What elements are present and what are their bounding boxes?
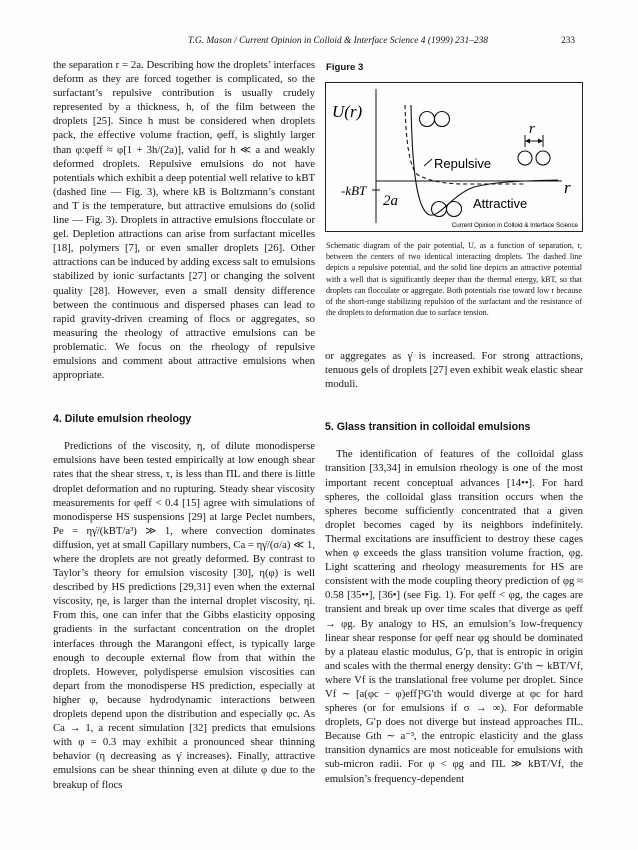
running-header — [0, 36, 638, 50]
right-column — [325, 349, 583, 786]
body-paragraph: Predictions of the viscosity, η, of dilute monodisperse emulsions have been tested empirically at low enough shear rates that the shear stress, τ, is less than ΠL and there is little droplet deformation and no rupturing. Steady shear viscosity measurements for φeff < 0.4 [15] agree with simulations of monodisperse HS suspensions [29] at large Peclet numbers, Pe = ηγ̇/(kBT/a³) ≫ 1, where convection dominates diffusion, yet at small Capillary numbers, Ca = ηγ̇/(σ/a) ≪ 1, where the droplets are not greatly deformed. By contrast to Taylor’s theory for emulsion viscosity [30], η(φ) is well described by HS predictions [29,31] even when the external viscosity, ηe, is larger than the internal droplet viscosity, ηi. From this, one can infer that the Gibbs elasticity opposing gradients in the surfactant concentration on the droplet interfaces through the Marangoni effect, is typically large enough to decouple external flow from that within the droplets. However, polydisperse emulsion viscosities can depart from the monodisperse HS prediction, especially at higher φ, because hydrodynamic interactions between droplets depend upon the distribution and especially φc. As Ca → 1, a recent simulation [32] predicts that emulsions with φ = 0.3 may exhibit a pronounced shear thinning behavior (η decreasing as γ̇ increases). Finally, attractive emulsions can be shear thinning even at dilute φ due to the breakup of flocs — [53, 440, 315, 791]
figure-3-diagram — [325, 82, 583, 232]
repulsive-potential-dashed — [405, 105, 526, 184]
minus-kbt-label: -kBT — [341, 183, 367, 198]
page-number: 233 — [561, 36, 576, 46]
droplet — [518, 151, 532, 165]
two-a-label: 2a — [383, 193, 398, 209]
left-column — [53, 58, 315, 792]
running-title: T.G. Mason / Current Opinion in Colloid & Interface Science 4 (1999) 231–238 — [188, 36, 488, 46]
pair-potential-plot — [326, 83, 582, 231]
droplet — [447, 202, 462, 217]
body-paragraph: the separation r = 2a. Describing how the droplets’ interfaces deform as they are forced together is complicated, so the surfactant’s repulsive contribution is usually crudely represented by a thickness, h, of the film between the droplets [25]. Since h must be considered when droplets pack, the effective volume fraction, φeff, is slightly larger than φ:φeff ≈ φ[1 + 3h/(2a)], valid for h ≪ a and weakly deformed droplets. Repulsive emulsions do not have potentials which exhibit a deep potential well relative to kBT (dashed line — Fig. 3), where kB is Boltzmann’s constant and T is the temperature, but attractive emulsions do (solid line — Fig. 3). Droplets in attractive emulsions flocculate or gel. Depletion attractions can arise from surfactant micelles [18], polymers [7], or even smaller droplets [26]. Other attractions can be induced by adding excess salt to emulsions stabilized by ionic surfactants [27] or changing the solvent quality [28]. However, even a small density difference between the continuous and dispersed phases can lead to rapid gravity-driven creaming of flocs or aggregates, so measuring the rheology of attractive emulsions can be problematic. We focus on the rheology of repulsive emulsions and comment about attractive emulsions when appropriate. — [53, 59, 315, 382]
section-heading-dilute-emulsion: 4. Dilute emulsion rheology — [53, 413, 192, 426]
droplet — [536, 151, 550, 165]
body-paragraph: The identification of features of the colloidal glass transition [33,34] in emulsion rheology is one of the most important recent conceptual advances [14••]. For hard spheres, the colloidal glass transition occurs when the spheres become sufficiently concentrated that a given droplet becomes caged by its neighbors indefinitely. Thermal excitations are insufficient to destroy these cages when φ exceeds the glass transition volume fraction, φg. Light scattering and rheology measurements for HS are consistent with the mode coupling theory prediction of φg ≈ 0.58 [35••], [36•] (see Fig. 1). For φeff < φg, the cages are transient and break up over time scales that diverge as φeff → φg. By analogy to HS, an emulsion’s low-frequency linear shear response for φeff near φg should be dominated by a plateau elastic modulus, G′p, that is entropic in origin and scales with the thermal energy density: G′th ∼ kBT/Vf, where Vf is the translational free volume per droplet. Since Vf ∼ [a(φc − φ)eff]³G′th would diverge at φc for hard spheres (or for emulsions if σ → ∞). For deformable droplets, G′p does not diverge but instead approaches ΠL. Because Gth ∼ a⁻³, the entropic elasticity and the glass transition dynamics are most noticeable for emulsions with sub-micron radii. For φ < φg and ΠL ≫ kBT/Vf, the emulsion’s frequency-dependent — [325, 448, 583, 785]
droplet — [432, 202, 447, 217]
repulsive-pointer — [424, 159, 432, 166]
figure-credit: Current Opinion in Colloid & Interface Science — [451, 222, 578, 229]
repulsive-label: Repulsive — [434, 156, 492, 171]
droplet — [435, 112, 450, 127]
body-paragraph: or aggregates as γ̇ is increased. For strong attractions, tenuous gels of droplets [27] even exhibit weak elastic shear moduli. — [325, 350, 583, 391]
separation-label: r — [529, 121, 535, 137]
figure-label: Figure 3 — [326, 62, 364, 73]
droplet — [420, 112, 435, 127]
separation-arrowhead-left — [525, 139, 530, 144]
x-axis-label: r — [564, 178, 571, 197]
figure-caption: Schematic diagram of the pair potential, U, as a function of separation, r, between the centers of two identical interacting droplets. The dashed line depicts a repulsive potential, and the solid line depicts an attractive potential with a well that is significantly deeper than the thermal energy, kBT, so that droplets can flocculate or aggregate. Both potentials rise toward low r because of the short-range stabilizing repulsion of the surfactant and the resistance of the droplets to deformation due to surface tension. — [326, 241, 582, 318]
attractive-label: Attractive — [473, 196, 528, 211]
separation-arrowhead-right — [538, 139, 543, 144]
y-axis-label: U(r) — [332, 102, 363, 121]
section-heading-glass-transition: 5. Glass transition in colloidal emulsions — [325, 421, 531, 434]
